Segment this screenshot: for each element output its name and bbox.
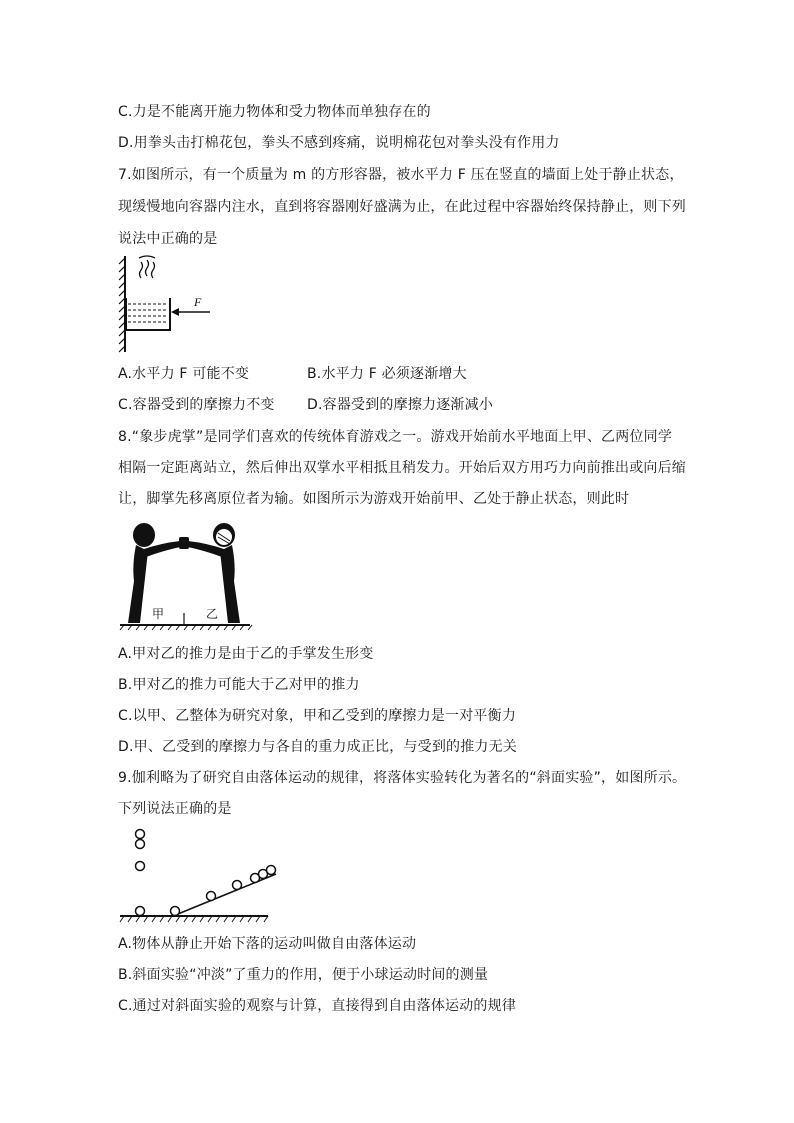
q7-option-c: C.容器受到的摩擦力不变 [118, 397, 275, 413]
q8-option-a: A.甲对乙的推力是由于乙的手掌发生形变 [118, 646, 374, 662]
q8-stem-line2: 相隔一定距离站立，然后伸出双掌水平相抵且稍发力。开始后双方用巧力向前推出或向后缩 [118, 460, 686, 476]
label-jia: 甲 [152, 607, 165, 621]
water-stream [139, 256, 155, 278]
q7-container-figure [118, 254, 218, 354]
q8-option-c: C.以甲、乙整体为研究对象，甲和乙受到的摩擦力是一对平衡力 [118, 708, 517, 724]
q9-stem-line1: 9.伽利略为了研究自由落体运动的规律，将落体实验转化为著名的“斜面实验”，如图所示。 [118, 770, 687, 786]
q6-option-d: D.用拳头击打棉花包，拳头不感到疼痛，说明棉花包对拳头没有作用力 [118, 135, 560, 151]
q7-option-d: D.容器受到的摩擦力逐渐减小 [307, 397, 494, 413]
q7-option-a: A.水平力 F 可能不变 [118, 366, 250, 382]
q8-option-d: D.甲、乙受到的摩擦力与各自的重力成正比，与受到的推力无关 [118, 739, 518, 755]
q6-option-c: C.力是不能离开施力物体和受力物体而单独存在的 [118, 104, 431, 120]
water-level [128, 304, 168, 322]
force-arrowhead [171, 308, 179, 316]
container-outline [126, 298, 170, 330]
joined-palms [179, 537, 189, 549]
q9-option-c: C.通过对斜面实验的观察与计算，直接得到自由落体运动的规律 [118, 998, 517, 1014]
q8-stem-line1: 8.“象步虎掌”是同学们喜欢的传统体育游戏之一。游戏开始前水平地面上甲、乙两位同学 [118, 429, 673, 445]
q8-option-b: B.甲对乙的推力可能大于乙对甲的推力 [118, 677, 360, 693]
q7-stem-line2: 现缓慢地向容器内注水，直到将容器刚好盛满为止，在此过程中容器始终保持静止，则下列 [118, 199, 686, 215]
q9-option-b: B.斜面实验“冲淡”了重力的作用，便于小球运动时间的测量 [118, 967, 489, 983]
rolling-balls [171, 866, 276, 916]
label-yi: 乙 [206, 607, 219, 621]
q9-stem-line2: 下列说法正确的是 [118, 801, 232, 817]
q7-stem-line1: 7.如图所示，有一个质量为 m 的方形容器，被水平力 F 压在竖直的墙面上处于静止状态， [118, 167, 684, 183]
q7-option-b: B.水平力 F 必须逐渐增大 [307, 366, 467, 382]
force-label: F [194, 295, 202, 309]
q8-players-figure [118, 517, 253, 632]
q7-stem-line3: 说法中正确的是 [118, 231, 218, 247]
q9-incline-figure [118, 826, 283, 926]
falling-balls [136, 830, 145, 916]
incline-line [173, 874, 276, 916]
q9-option-a: A.物体从静止开始下落的运动叫做自由落体运动 [118, 936, 417, 952]
q8-stem-line3: 让，脚掌先移离原位者为输。如图所示为游戏开始前甲、乙处于静止状态，则此时 [118, 491, 630, 507]
